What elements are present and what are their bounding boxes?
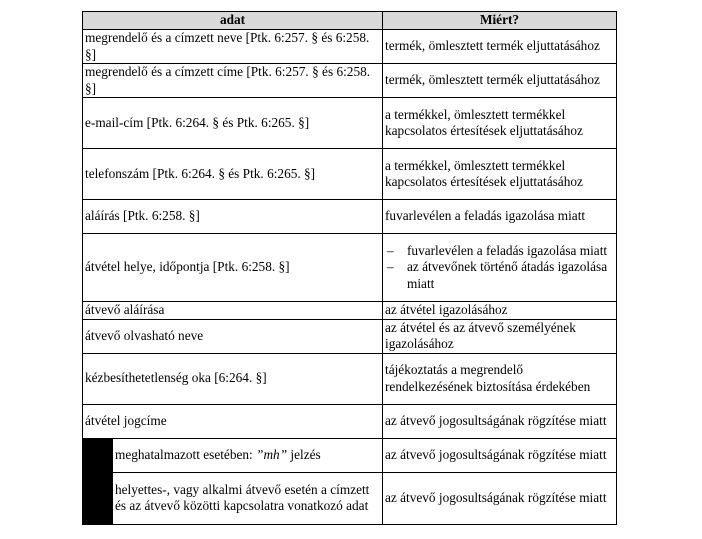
why-cell	[383, 234, 617, 302]
why-cell: az átvevő jogosultságának rögzítése miatt	[383, 438, 617, 472]
table-row	[83, 353, 617, 404]
data-cell: megrendelő és a címzett címe [Ptk. 6:257. § és 6:258. §]	[83, 64, 383, 98]
data-cell: átvevő olvasható neve	[83, 319, 383, 353]
header-data: adat	[83, 12, 383, 30]
reason-list	[385, 243, 614, 293]
sub-data-cell: meghatalmazott esetében: ”mh” jelzés	[113, 438, 383, 472]
why-cell: az átvevő jogosultságának rögzítése miatt	[383, 472, 617, 524]
table-row	[83, 319, 617, 353]
table-row	[83, 149, 617, 200]
table-subrow	[83, 438, 617, 472]
why-cell: a termékkel, ömlesztett termékkel kapcsolatos értesítések eljuttatásához	[383, 98, 617, 149]
reason-item: – az átvevőnek történő átadás igazolása miatt	[385, 259, 614, 292]
sub-data-cell: helyettes-, vagy alkalmi átvevő esetén a címzett és az átvevő közötti kapcsolatra vonatkozó adat	[113, 472, 383, 524]
header-why: Miért?	[383, 12, 617, 30]
why-cell: az átvétel és az átvevő személyének igazolásához	[383, 319, 617, 353]
why-cell: tájékoztatás a megrendelő rendelkezésének biztosítása érdekében	[383, 353, 617, 404]
why-cell: az átvétel igazolásához	[383, 302, 617, 320]
table-row	[83, 30, 617, 64]
why-cell: termék, ömlesztett termék eljuttatásához	[383, 64, 617, 98]
table-row	[83, 302, 617, 320]
data-cell: telefonszám [Ptk. 6:264. § és Ptk. 6:265. §]	[83, 149, 383, 200]
data-cell: átvétel helye, időpontja [Ptk. 6:258. §]	[83, 234, 383, 302]
data-cell: e-mail-cím [Ptk. 6:264. § és Ptk. 6:265. §]	[83, 98, 383, 149]
why-cell: fuvarlevélen a feladás igazolása miatt	[383, 200, 617, 234]
table-row	[83, 404, 617, 438]
why-cell: a termékkel, ömlesztett termékkel kapcsolatos értesítések eljuttatásához	[383, 149, 617, 200]
data-cell: kézbesíthetetlenség oka [6:264. §]	[83, 353, 383, 404]
table-header-row	[83, 12, 617, 30]
table-row	[83, 234, 617, 302]
data-cell: aláírás [Ptk. 6:258. §]	[83, 200, 383, 234]
table-row	[83, 200, 617, 234]
data-cell: átvétel jogcíme	[83, 404, 383, 438]
indent-shading-cell	[83, 438, 113, 524]
mh-mark: ”mh”	[256, 446, 288, 462]
why-cell: az átvevő jogosultságának rögzítése miatt	[383, 404, 617, 438]
table-row	[83, 64, 617, 98]
table-row	[83, 98, 617, 149]
data-cell: átvevő aláírása	[83, 302, 383, 320]
reason-item: – fuvarlevélen a feladás igazolása miatt	[385, 243, 614, 260]
data-cell: megrendelő és a címzett neve [Ptk. 6:257. § és 6:258. §]	[83, 30, 383, 64]
why-cell: termék, ömlesztett termék eljuttatásához	[383, 30, 617, 64]
data-purpose-table	[82, 11, 617, 525]
table-subrow	[83, 472, 617, 524]
